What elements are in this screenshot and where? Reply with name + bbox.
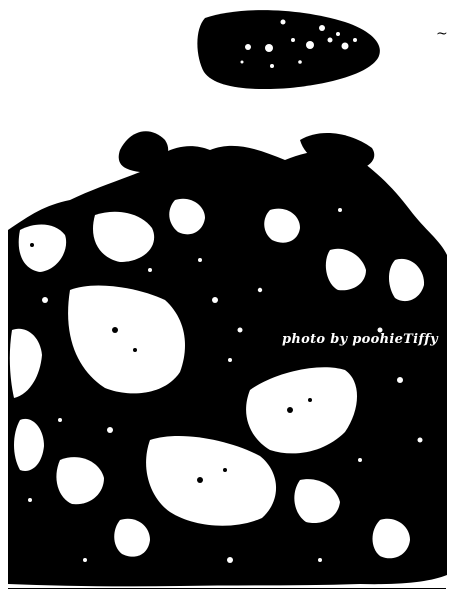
photo-credit: photo by poohieTiffy bbox=[282, 332, 439, 347]
corner-mark: ~ bbox=[436, 26, 448, 42]
bottom-rule bbox=[8, 588, 446, 589]
